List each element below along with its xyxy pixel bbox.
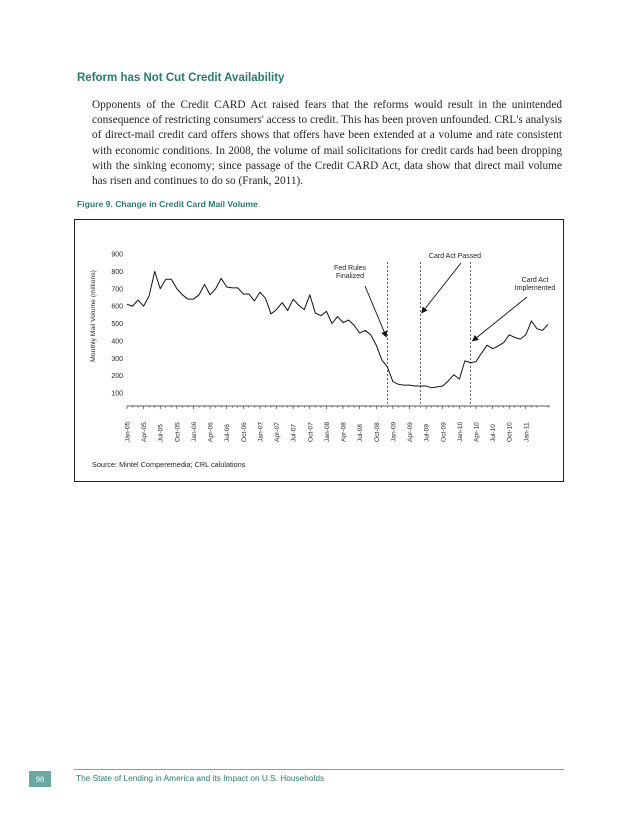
y-tick-label: 400	[111, 338, 123, 346]
annotation-label: Implemented	[514, 285, 556, 292]
x-tick-label: Jan-09	[390, 421, 398, 442]
x-tick-label: Apr-08	[340, 422, 348, 442]
x-tick-label: Jul-08	[357, 424, 365, 442]
section-heading: Reform has Not Cut Credit Availability	[77, 72, 285, 84]
y-tick-label: 800	[111, 268, 123, 276]
footer-rule	[74, 769, 564, 770]
annotation-label: Fed Rules	[334, 265, 366, 272]
y-axis-title: Monthly Mail Volume (millions)	[90, 270, 97, 362]
x-tick-label: Apr-09	[407, 422, 415, 442]
mail-volume-line	[127, 271, 548, 387]
y-tick-label: 600	[111, 303, 123, 311]
x-tick-label: Oct-10	[506, 422, 514, 442]
annotation-label: Card Act	[521, 277, 549, 284]
line-chart	[75, 220, 565, 483]
body-paragraph: Opponents of the Credit CARD Act raised fears that the reforms would result in the unintended consequence of restricting consumers' access to credit. This has been proven unfounded. CRL's analysis of direct-mail credit card offers shows that offers have been extended at a volume and rate consistent with economic conditions. In 2008, the volume of mail solicitations for credit cards had been dropping with the sinking economy; since passage of the Credit CARD Act, data show that direct mail volume has risen and continues to do so (Frank, 2011).	[92, 99, 562, 188]
x-tick-label: Jul-07	[290, 424, 298, 442]
x-tick-label: Jul-09	[423, 424, 431, 442]
x-tick-label: Jan-10	[456, 421, 464, 442]
annotation-arrow	[472, 297, 527, 341]
chart-frame	[74, 219, 564, 482]
annotation-label: Finalized	[335, 273, 365, 280]
x-tick-label: Apr-06	[207, 422, 215, 442]
annotation-label: Card Act Passed	[428, 253, 482, 260]
chart-source: Source: Mintel Comperemedia; CRL calulations	[92, 460, 246, 469]
y-tick-label: 200	[111, 373, 123, 381]
x-tick-label: Jan-11	[523, 422, 531, 442]
y-tick-label: 900	[111, 251, 123, 259]
x-tick-label: Jul-06	[224, 424, 232, 442]
x-tick-label: Oct-08	[373, 422, 381, 442]
x-tick-label: Apr-10	[473, 422, 481, 442]
x-tick-label: Jul-10	[490, 424, 498, 442]
x-tick-label: Jan-06	[190, 421, 198, 442]
annotation-arrow	[365, 286, 386, 337]
page-number: 98	[29, 771, 51, 787]
x-tick-label: Oct-09	[440, 422, 448, 442]
y-tick-label: 300	[111, 355, 123, 363]
footer-title: The State of Lending in America and its Impact on U.S. Households	[76, 773, 325, 783]
x-tick-label: Apr-05	[141, 422, 149, 442]
y-tick-label: 100	[111, 390, 123, 398]
x-tick-label: Apr-07	[274, 422, 282, 442]
figure-caption: Figure 9. Change in Credit Card Mail Volume	[77, 199, 258, 209]
x-tick-label: Oct-06	[240, 422, 248, 442]
x-tick-label: Jan-08	[323, 421, 331, 442]
x-tick-label: Oct-05	[174, 422, 182, 442]
annotation-arrow	[422, 263, 461, 313]
y-tick-label: 700	[111, 286, 123, 294]
x-tick-label: Jan-05	[124, 421, 132, 442]
x-tick-label: Oct-07	[307, 422, 315, 442]
y-tick-label: 500	[111, 321, 123, 328]
x-tick-label: Jan-07	[257, 421, 265, 442]
x-tick-label: Jul-05	[157, 424, 165, 442]
